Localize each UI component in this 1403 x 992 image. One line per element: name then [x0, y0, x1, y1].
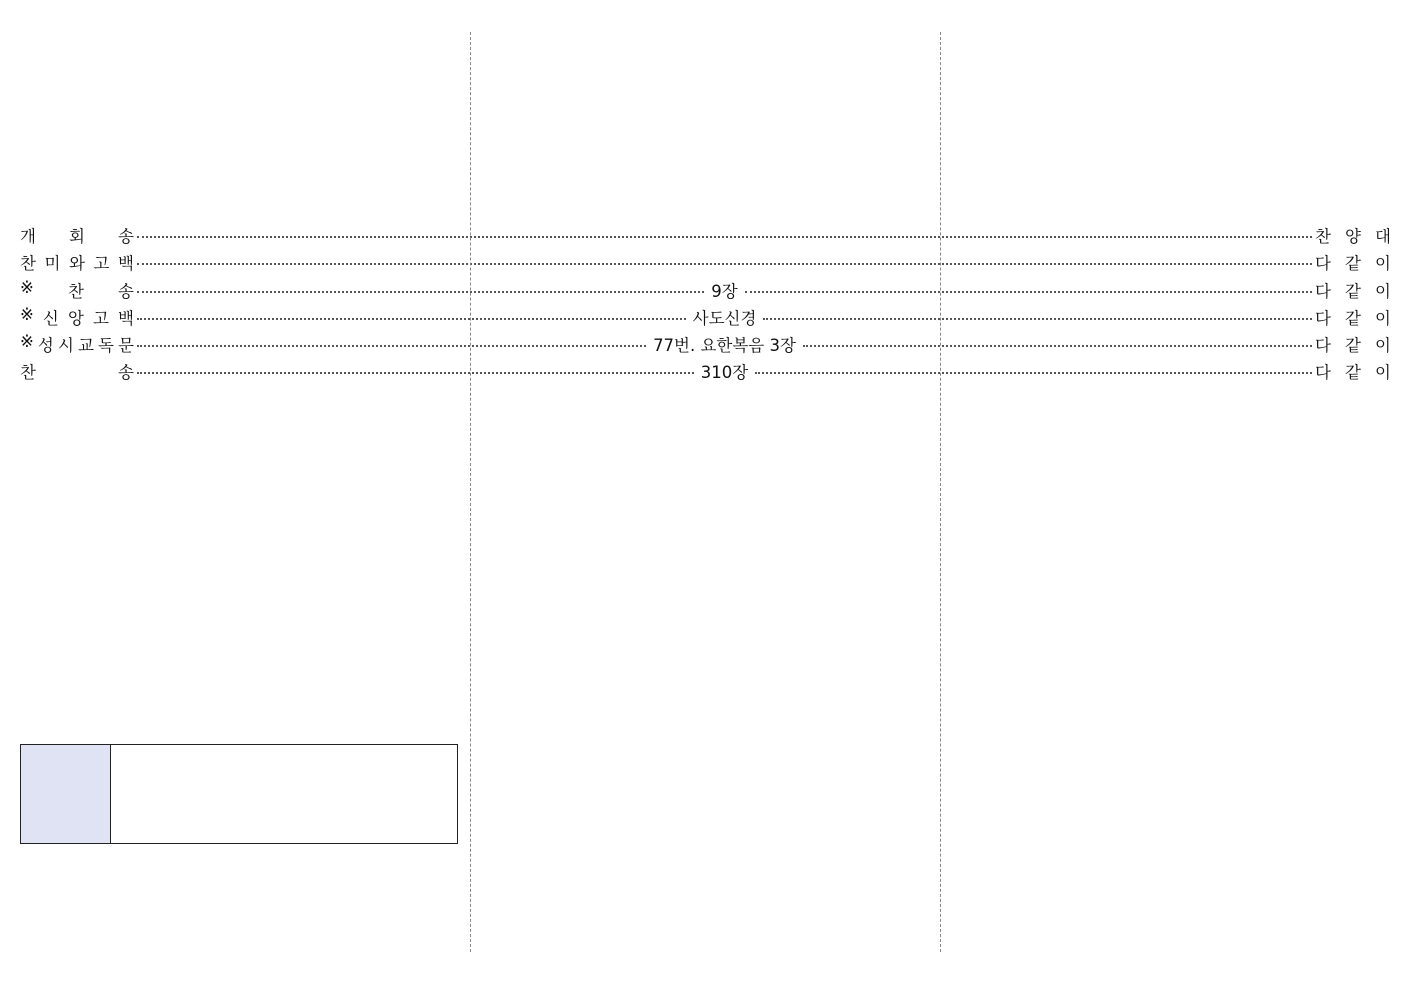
dot-leader	[755, 372, 1312, 374]
item-leader: 다 같 이	[1315, 336, 1391, 355]
item-leader: 다 같 이	[1315, 254, 1391, 273]
dot-leader	[137, 372, 694, 374]
dot-leader	[803, 345, 1312, 347]
dot-leader	[137, 291, 704, 293]
item-leader: 다 같 이	[1315, 309, 1391, 328]
memory-verse-box	[20, 744, 458, 844]
dot-leader	[137, 318, 686, 320]
dot-leader	[763, 318, 1312, 320]
item-leader: 다 같 이	[1315, 363, 1391, 382]
dot-leader	[137, 263, 1312, 265]
order-item	[20, 223, 1391, 247]
item-detail: 사도신경	[689, 305, 761, 329]
item-leader: 찬 양 대	[1315, 227, 1391, 246]
column-divider-2	[940, 32, 941, 952]
order-item	[20, 305, 1391, 329]
item-detail: 77번. 요한복음 3장	[649, 332, 800, 356]
item-label: 찬 미 와 고 백	[20, 254, 134, 273]
item-detail: 310장	[697, 359, 752, 383]
item-label: 개 회 송	[20, 227, 134, 246]
item-label: ※ 성 시 교 독 문	[20, 332, 134, 355]
order-item	[20, 332, 1391, 356]
dot-leader	[745, 291, 1312, 293]
dot-leader	[137, 236, 1312, 238]
memory-verse-text	[111, 745, 457, 843]
dot-leader	[137, 345, 646, 347]
item-label: 찬 송	[20, 363, 134, 382]
item-detail: 9장	[707, 278, 741, 302]
memory-verse-label	[21, 745, 111, 843]
column-divider-1	[470, 32, 471, 952]
order-item	[20, 250, 1391, 274]
order-item	[20, 278, 1391, 302]
order-item	[20, 359, 1391, 383]
item-leader: 다 같 이	[1315, 282, 1391, 301]
item-label: ※ 신 앙 고 백	[20, 305, 134, 328]
item-label: ※ 찬 송	[20, 278, 134, 301]
